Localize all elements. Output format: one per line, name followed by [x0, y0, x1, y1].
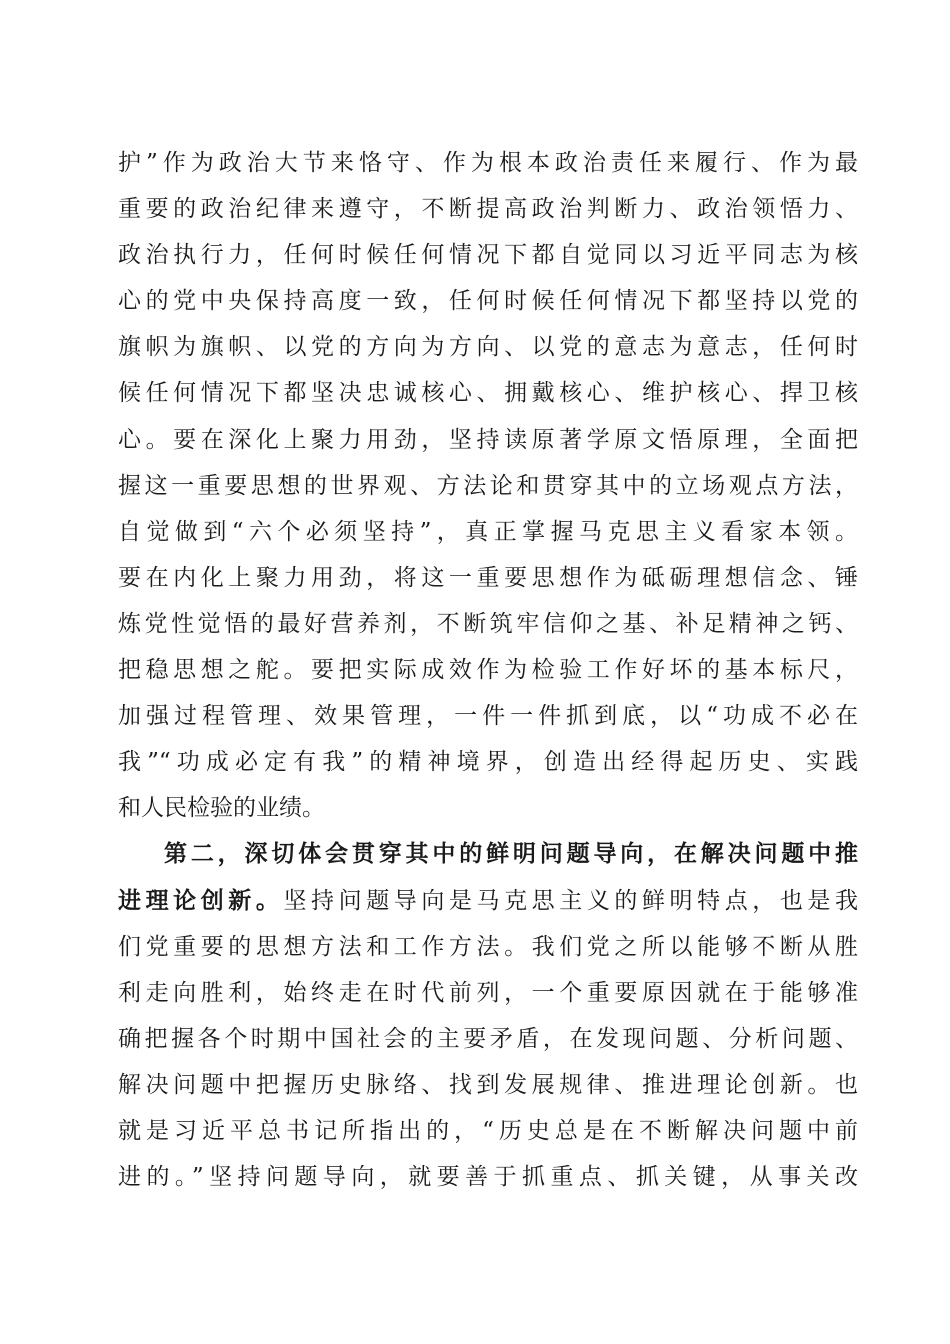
paragraph-1-line: 重要的政治纪律来遵守，不断提高政治判断力、政治领悟力、: [118, 196, 858, 223]
paragraph-1-line: 握这一重要思想的世界观、方法论和贯穿其中的立场观点方法，: [118, 472, 858, 499]
paragraph-1-line: 心的党中央保持高度一致，任何时候任何情况下都坚持以党的: [118, 288, 858, 315]
document-body: [118, 140, 858, 1200]
paragraph-1-line: 我”“功成必定有我”的精神境界，创造出经得起历史、实践: [118, 749, 858, 776]
paragraph-2-line: 们党重要的思想方法和工作方法。我们党之所以能够不断从胜: [118, 933, 858, 960]
paragraph-2-line: [118, 878, 858, 924]
paragraph-2-line: 就是习近平总书记所指出的，“历史总是在不断解决问题中前: [118, 1117, 858, 1144]
paragraph-2-line: 确把握各个时期中国社会的主要矛盾，在发现问题、分析问题、: [118, 1025, 858, 1052]
paragraph-1-line: 护”作为政治大节来恪守、作为根本政治责任来履行、作为最: [118, 150, 858, 176]
paragraph-1-line: 炼党性觉悟的最好营养剂，不断筑牢信仰之基、补足精神之钙、: [118, 610, 858, 637]
paragraph-2-line: 利走向胜利，始终走在时代前列，一个重要原因就在于能够准: [118, 979, 858, 1006]
paragraph-2-heading: 第二，深切体会贯穿其中的鲜明问题导向，在解决问题中推: [164, 840, 858, 868]
paragraph-2-line: 解决问题中把握历史脉络、找到发展规律、推进理论创新。也: [118, 1071, 858, 1098]
paragraph-1-line: 旗帜为旗帜、以党的方向为方向、以党的意志为意志，任何时: [118, 334, 858, 361]
paragraph-1-line: 和人民检验的业绩。: [118, 795, 325, 822]
paragraph-1-line: 自觉做到“六个必须坚持”，真正掌握马克思主义看家本领。: [118, 518, 858, 545]
paragraph-2-line: 进的。”坚持问题导向，就要善于抓重点、抓关键，从事关改: [118, 1164, 858, 1191]
paragraph-1-line: 心。要在深化上聚力用劲，坚持读原著学原文悟原理，全面把: [118, 426, 858, 453]
paragraph-1-line: 要在内化上聚力用劲，将这一重要思想作为砥砺理想信念、锤: [118, 564, 858, 591]
paragraph-1-line: 候任何情况下都坚决忠诚核心、拥戴核心、维护核心、捍卫核: [118, 380, 858, 407]
paragraph-1-line: 政治执行力，任何时候任何情况下都自觉同以习近平同志为核: [118, 242, 858, 269]
paragraph-2-heading-end: 进理论创新。: [118, 886, 284, 914]
paragraph-1-line: 把稳思想之舵。要把实际成效作为检验工作好坏的基本标尺，: [118, 657, 858, 684]
paragraph-1-line: 加强过程管理、效果管理，一件一件抓到底，以“功成不必在: [118, 703, 858, 730]
paragraph-2-line-rest: 坚持问题导向是马克思主义的鲜明特点，也是我: [283, 887, 859, 914]
